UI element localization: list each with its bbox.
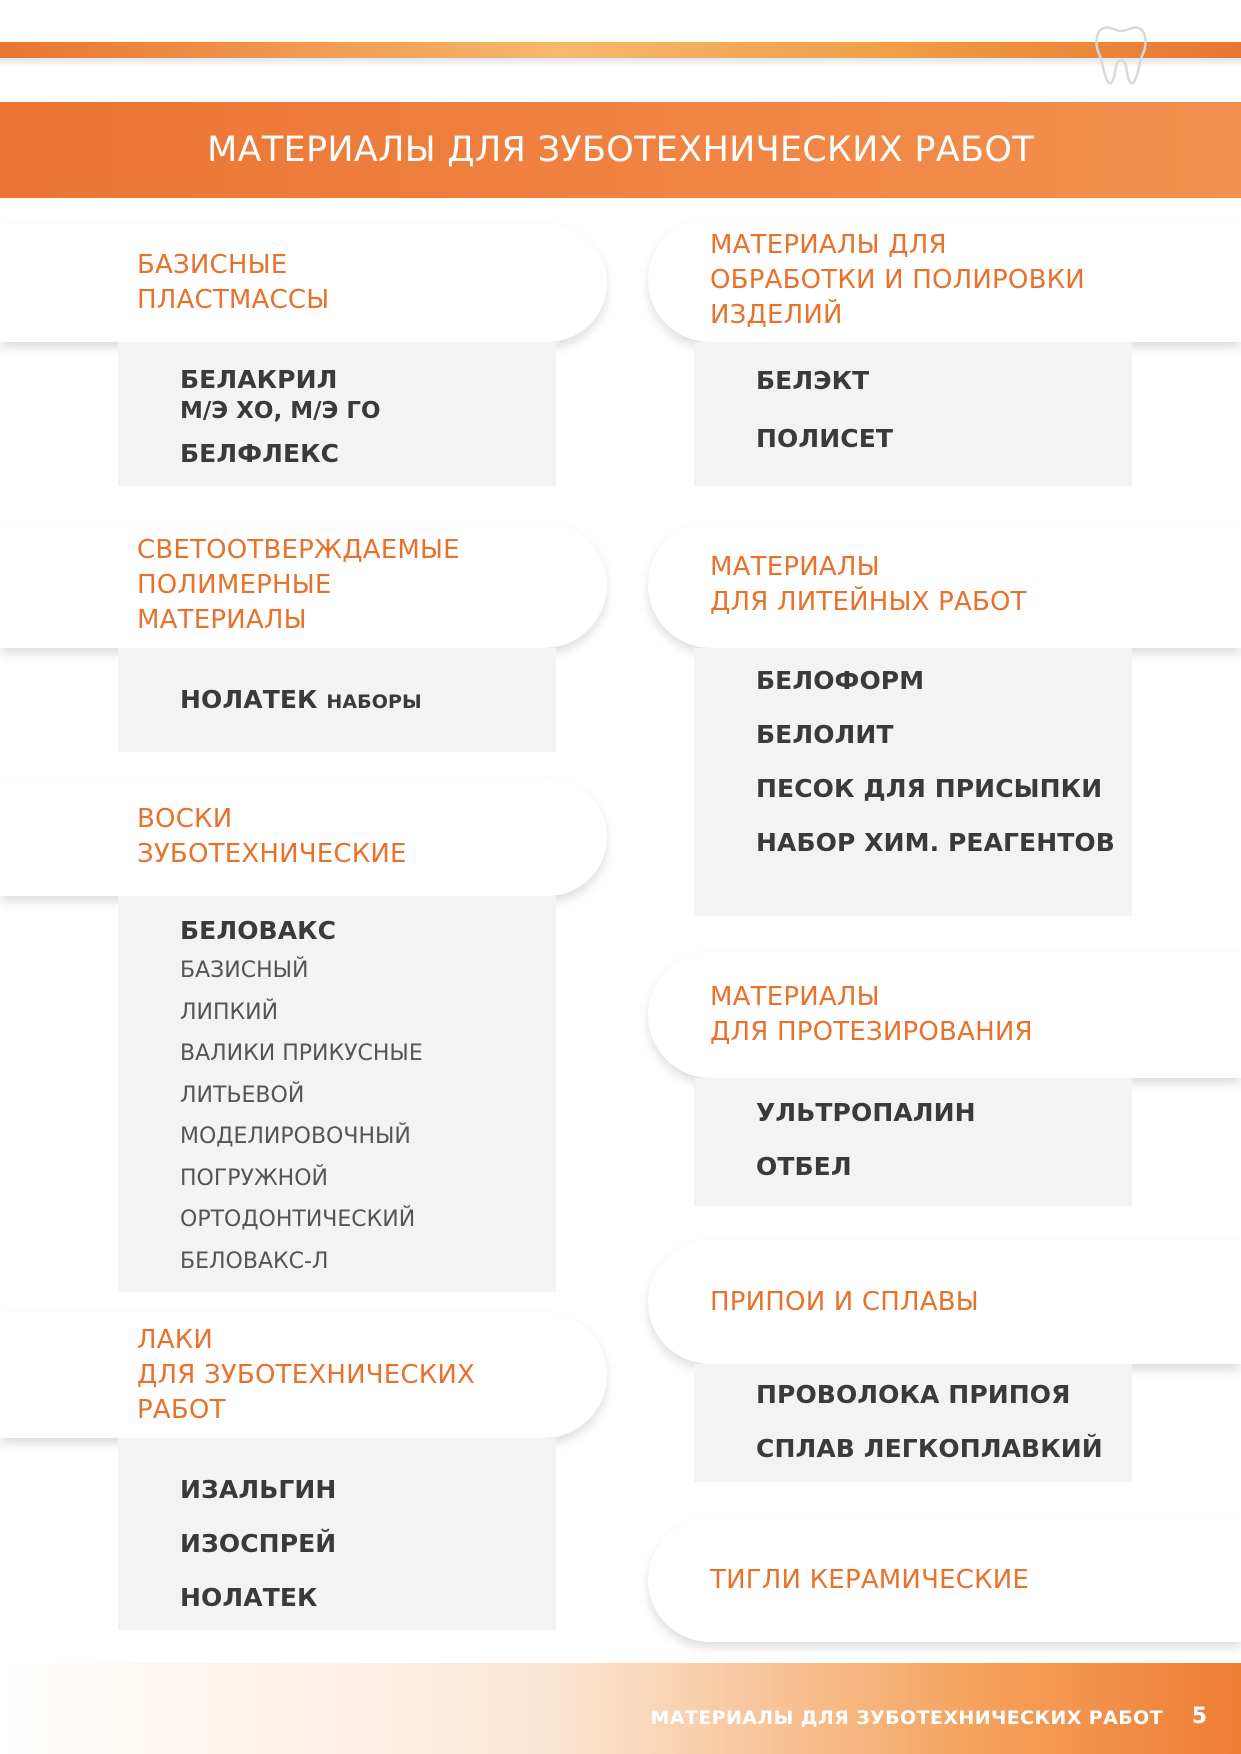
section-box-prosthetics	[694, 1078, 1132, 1206]
section-box-light-cured-polymers	[118, 648, 556, 752]
product-name: ОТБЕЛ	[756, 1152, 852, 1181]
product-name: НАБОР ХИМ. РЕАГЕНТОВ	[756, 828, 1115, 857]
product-name: ПЕСОК ДЛЯ ПРИСЫПКИ	[756, 774, 1103, 803]
product-name: СПЛАВ ЛЕГКОПЛАВКИЙ	[756, 1434, 1103, 1463]
section-header-light-cured-polymers	[0, 522, 607, 648]
tooth-icon	[1090, 18, 1152, 88]
section-title: МАТЕРИАЛЫ ДЛЯ ОБРАБОТКИ И ПОЛИРОВКИ ИЗДЕЛИЙ	[710, 229, 1085, 330]
section-header-base-plastics	[0, 224, 607, 342]
wax-variant: ЛИТЬЕВОЙ	[180, 1082, 305, 1108]
section-title: ПРИПОИ И СПЛАВЫ	[710, 1286, 979, 1317]
section-title: СВЕТООТВЕРЖДАЕМЫЕ ПОЛИМЕРНЫЕ МАТЕРИАЛЫ	[137, 534, 460, 635]
section-title: ВОСКИ ЗУБОТЕХНИЧЕСКИЕ	[137, 804, 407, 869]
product-name: БЕЛОФОРМ	[756, 666, 925, 695]
section-title: БАЗИСНЫЕ ПЛАСТМАССЫ	[137, 250, 330, 315]
top-decorative-stripe	[0, 42, 1241, 58]
section-header-casting	[648, 522, 1241, 648]
product-name: БЕЛАКРИЛ	[180, 365, 338, 394]
section-box-casting	[694, 648, 1132, 916]
product-name: БЕЛФЛЕКС	[180, 439, 340, 468]
list-item	[180, 684, 556, 718]
section-box-solders-alloys	[694, 1364, 1132, 1482]
page-title: МАТЕРИАЛЫ ДЛЯ ЗУБОТЕХНИЧЕСКИХ РАБОТ	[207, 130, 1034, 170]
section-box-finishing-polishing	[694, 342, 1132, 486]
section-title: МАТЕРИАЛЫ ДЛЯ ПРОТЕЗИРОВАНИЯ	[710, 982, 1033, 1047]
product-name: БЕЛОВАКС	[180, 916, 337, 945]
footer-title: МАТЕРИАЛЫ ДЛЯ ЗУБОТЕХНИЧЕСКИХ РАБОТ	[650, 1707, 1163, 1729]
section-header-lacquers	[0, 1312, 607, 1438]
section-box-base-plastics	[118, 342, 556, 486]
page-number: 5	[1191, 1704, 1207, 1729]
product-kit-label: НАБОРЫ	[326, 691, 422, 713]
product-name: БЕЛОЛИТ	[756, 720, 894, 749]
section-title: ТИГЛИ КЕРАМИЧЕСКИЕ	[710, 1564, 1030, 1595]
wax-variant: ЛИПКИЙ	[180, 999, 279, 1025]
product-name: НОЛАТЕК	[180, 685, 318, 714]
section-box-lacquers	[118, 1438, 556, 1630]
product-name: ИЗОСПРЕЙ	[180, 1529, 337, 1558]
section-title: ЛАКИ ДЛЯ ЗУБОТЕХНИЧЕСКИХ РАБОТ	[137, 1324, 476, 1425]
section-box-dental-waxes	[118, 896, 556, 1292]
section-header-finishing-polishing	[648, 218, 1241, 342]
section-header-solders-alloys	[648, 1240, 1241, 1364]
wax-variant: ПОГРУЖНОЙ	[180, 1165, 328, 1191]
wax-variant: ОРТОДОНТИЧЕСКИЙ	[180, 1207, 416, 1232]
section-header-prosthetics	[648, 952, 1241, 1078]
product-name: БЕЛЭКТ	[756, 366, 870, 395]
section-title: МАТЕРИАЛЫ ДЛЯ ЛИТЕЙНЫХ РАБОТ	[710, 552, 1027, 617]
product-name: НОЛАТЕК	[180, 1583, 318, 1612]
wax-variant: ВАЛИКИ ПРИКУСНЫЕ	[180, 1041, 423, 1066]
product-name: ИЗАЛЬГИН	[180, 1475, 337, 1504]
product-variants: М/Э ХО, М/Э ГО	[180, 398, 381, 424]
section-header-dental-waxes	[0, 778, 607, 896]
section-header-ceramic-crucibles	[648, 1518, 1241, 1642]
wax-variant: БЕЛОВАКС-Л	[180, 1248, 329, 1274]
wax-variant: МОДЕЛИРОВОЧНЫЙ	[180, 1124, 411, 1149]
wax-variant: БАЗИСНЫЙ	[180, 958, 309, 983]
product-name: УЛЬТРОПАЛИН	[756, 1098, 976, 1127]
header-banner	[0, 102, 1241, 198]
product-name: ПРОВОЛОКА ПРИПОЯ	[756, 1380, 1071, 1409]
product-name: ПОЛИСЕТ	[756, 424, 894, 453]
